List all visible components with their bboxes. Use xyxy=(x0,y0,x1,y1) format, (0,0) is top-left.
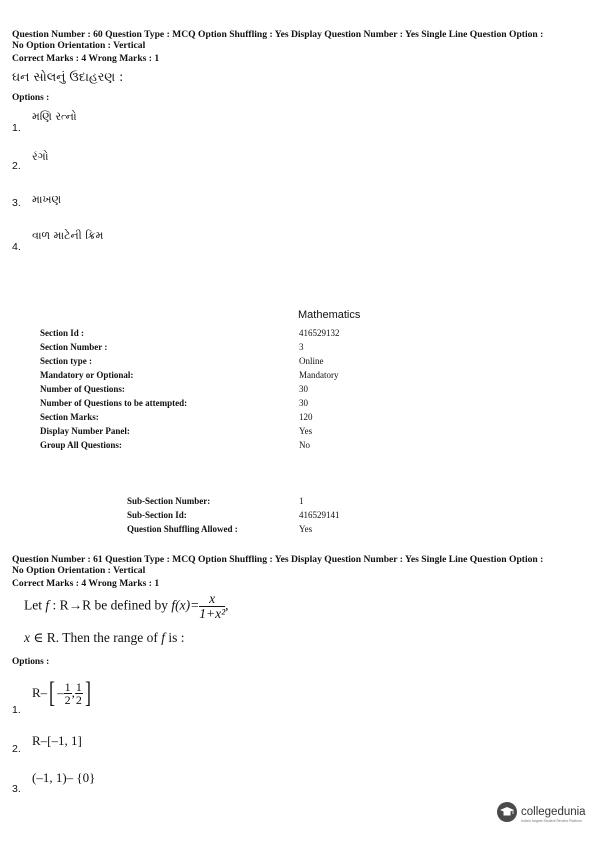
section-info-row xyxy=(40,412,340,426)
logo-name: collegedunia xyxy=(521,806,586,818)
q61-options-label: Options : xyxy=(12,657,50,667)
section-info-row xyxy=(40,356,340,370)
fraction-a xyxy=(64,681,72,706)
fraction-b-numerator: 1 xyxy=(75,679,82,694)
section-info-table xyxy=(40,328,340,454)
section-info-label: Section Id : xyxy=(40,328,85,338)
fraction-b-denominator: 2 xyxy=(75,692,82,707)
subsection-info-value: 416529141 xyxy=(299,510,340,520)
section-info-row xyxy=(40,370,340,384)
subsection-info-row xyxy=(127,524,340,538)
option-text: R–[–1, 1] xyxy=(32,733,82,748)
right-bracket: ] xyxy=(84,676,91,709)
option-text: મણિ રત્નો xyxy=(32,110,77,123)
section-info-label: Number of Questions: xyxy=(40,384,125,394)
option-number: 2. xyxy=(12,160,21,172)
subsection-info-value: 1 xyxy=(299,496,304,506)
subsection-info-label: Sub-Section Number: xyxy=(127,496,211,506)
option-number: 3. xyxy=(12,783,21,795)
q60-header-line1: Question Number : 60 Question Type : MCQ Option Shuffling : Yes Display Question Number : Yes Single Line Question Option : xyxy=(12,29,544,40)
q61-header-line2: No Option Orientation : Vertical xyxy=(12,564,146,576)
section-info-label: Section Marks: xyxy=(40,412,99,422)
fraction-denominator: 1+x² xyxy=(199,606,226,621)
comma: , xyxy=(71,685,75,700)
option-number: 2. xyxy=(12,743,21,755)
section-info-value: 3 xyxy=(299,342,304,352)
section-info-row xyxy=(40,440,340,454)
subsection-info-row xyxy=(127,510,340,524)
stem-text: Let xyxy=(24,597,46,613)
q61-option-1[interactable] xyxy=(12,672,212,722)
section-info-value: Online xyxy=(299,356,324,366)
q60-marks: Correct Marks : 4 Wrong Marks : 1 xyxy=(12,53,160,64)
option-text: વાળ માટેની ક્રિમ xyxy=(32,229,104,242)
option-number: 3. xyxy=(12,197,21,209)
section-info-row xyxy=(40,384,340,398)
fraction xyxy=(199,592,225,621)
section-info-value: Mandatory xyxy=(299,370,339,380)
fraction-a-numerator: 1 xyxy=(64,679,71,694)
subsection-info-table xyxy=(127,496,340,538)
q61-marks: Correct Marks : 4 Wrong Marks : 1 xyxy=(12,578,160,589)
q61-question-line2 xyxy=(24,630,185,646)
graduate-cap-icon xyxy=(497,802,517,822)
stem-map: : R→R be defined by xyxy=(49,597,172,613)
option-text: રંગો xyxy=(32,150,49,163)
q60-question-text: ઘન સોલનું ઉદાહરણ : xyxy=(12,69,124,84)
section-info-value: Yes xyxy=(299,426,313,436)
fraction-numerator: x xyxy=(199,592,225,607)
section-info-row xyxy=(40,426,340,440)
q60-options-label: Options : xyxy=(12,93,50,103)
stem-range: ∈ R. Then the range of xyxy=(30,630,162,645)
q60-header xyxy=(12,30,590,51)
option-prefix: R– xyxy=(32,685,48,700)
section-info-label: Mandatory or Optional: xyxy=(40,370,134,380)
section-info-row xyxy=(40,342,340,356)
q61-header-line1: Question Number : 61 Question Type : MCQ Option Shuffling : Yes Display Question Number : Yes Single Line Question Option : xyxy=(12,554,544,565)
left-bracket: [ xyxy=(49,676,56,709)
stem-x: x xyxy=(24,630,30,645)
section-info-value: No xyxy=(299,440,310,450)
section-info-row xyxy=(40,328,340,342)
section-info-label: Section Number : xyxy=(40,342,108,352)
logo-tagline: India's largest Student Review Platform xyxy=(521,819,582,823)
collegedunia-logo xyxy=(497,802,586,823)
stem-f2: f xyxy=(161,630,165,645)
q61-header xyxy=(12,555,590,576)
section-info-value: 416529132 xyxy=(299,328,340,338)
stem-fx: f(x)= xyxy=(171,597,200,613)
section-info-label: Group All Questions: xyxy=(40,440,122,450)
subsection-info-value: Yes xyxy=(299,524,313,534)
section-info-value: 30 xyxy=(299,384,308,394)
option-expression xyxy=(32,678,93,708)
section-info-row xyxy=(40,398,340,412)
option-text: માખણ xyxy=(32,193,62,206)
q60-header-line2: No Option Orientation : Vertical xyxy=(12,39,146,51)
section-info-label: Number of Questions to be attempted: xyxy=(40,398,188,408)
option-number: 4. xyxy=(12,241,21,253)
option-text: (–1, 1)– {0} xyxy=(32,770,96,785)
fraction-a-denominator: 2 xyxy=(64,692,71,707)
option-number: 1. xyxy=(12,122,21,134)
subsection-info-row xyxy=(127,496,340,510)
option-number: 1. xyxy=(12,704,21,716)
fraction-b xyxy=(75,681,83,706)
stem-f: f xyxy=(45,597,50,613)
section-info-label: Display Number Panel: xyxy=(40,426,130,436)
section-info-value: 30 xyxy=(299,398,308,408)
subsection-info-label: Question Shuffling Allowed : xyxy=(127,524,238,534)
subsection-info-label: Sub-Section Id: xyxy=(127,510,187,520)
section-info-label: Section type : xyxy=(40,356,92,366)
q61-question-line1: Let f : R→R be defined by f(x)= $\frac{x}{\text{1+x²}}$ , xyxy=(24,591,229,621)
section-info-value: 120 xyxy=(299,412,313,422)
section-title: Mathematics xyxy=(298,309,361,321)
minus-sign: – xyxy=(57,685,64,700)
stem-end: is : xyxy=(164,630,185,645)
